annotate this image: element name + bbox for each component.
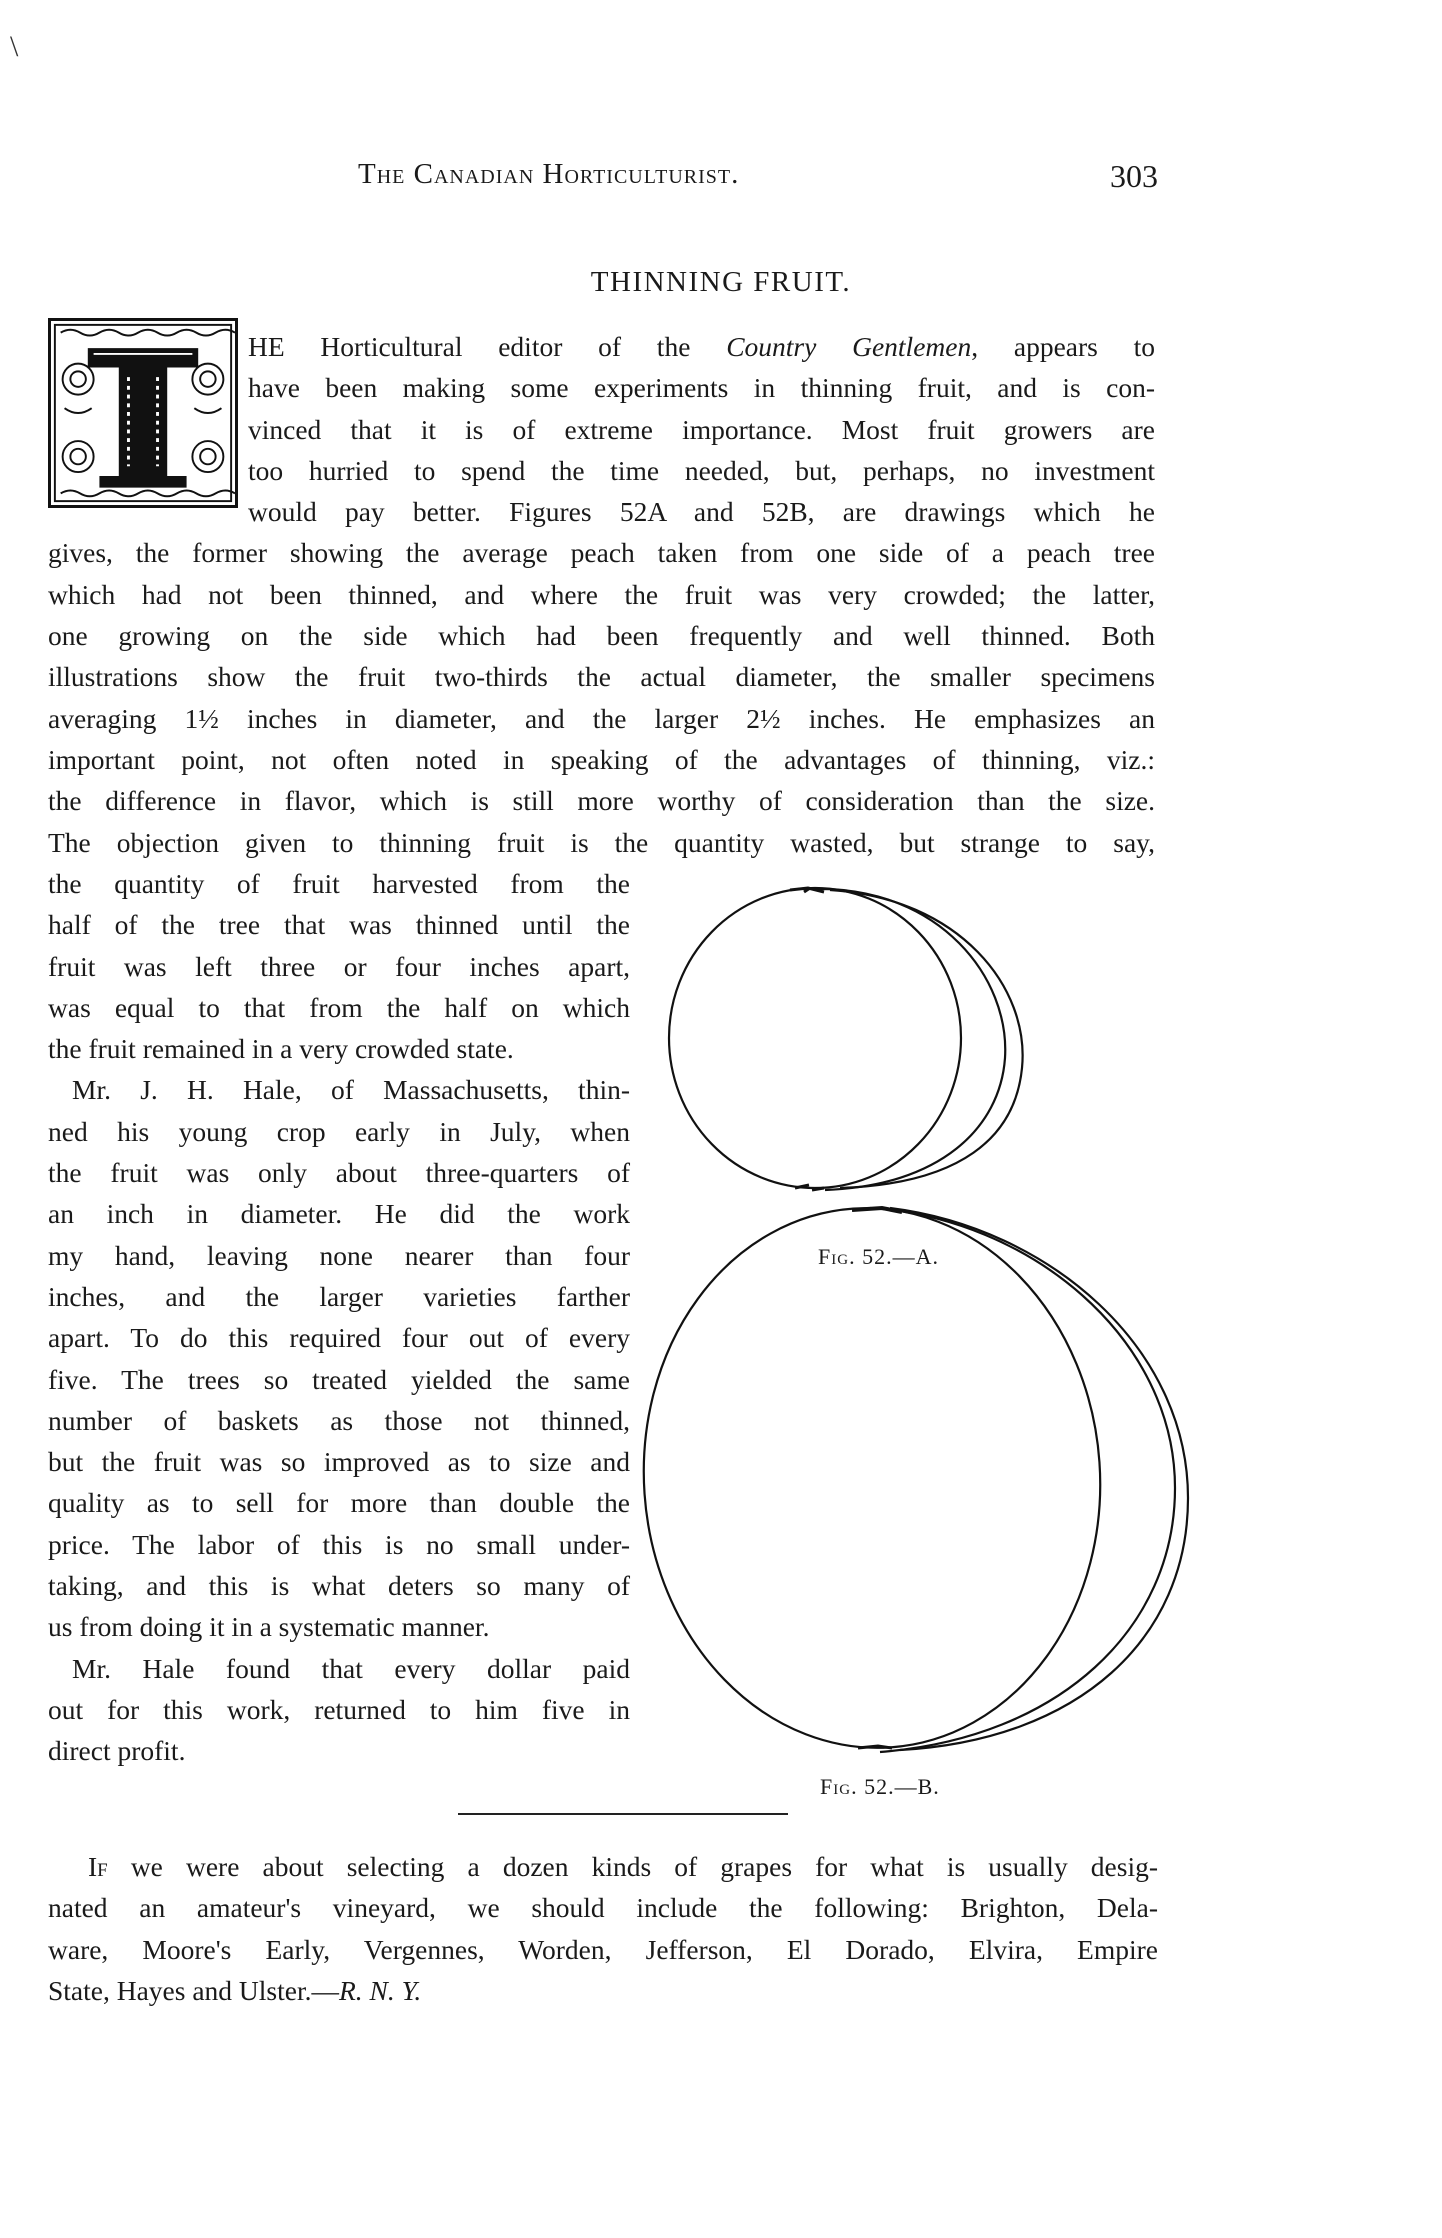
text-line: us from doing it in a systematic manner. xyxy=(48,1611,490,1643)
text-line: fruit was left three or four inches apart, xyxy=(48,950,630,982)
text-line: number of baskets as those not thinned, xyxy=(48,1404,630,1436)
figure-caption-a: Fig. 52.—A. xyxy=(818,1244,939,1269)
text-line: the fruit remained in a very crowded state. xyxy=(48,1033,514,1065)
text-line: out for this work, returned to him five in xyxy=(48,1693,630,1725)
text-line: was equal to that from the half on which xyxy=(48,991,630,1023)
text-line: which had not been thinned, and where the fruit was very crowded; the latter, xyxy=(48,578,1155,610)
paragraph-column xyxy=(48,863,630,1772)
text-line: gives, the former showing the average peach taken from one side of a peach tree xyxy=(48,537,1155,569)
text-line: my hand, leaving none nearer than four xyxy=(48,1239,630,1271)
peach-drawings xyxy=(640,868,1200,1798)
text-line: but the fruit was so improved as to size and xyxy=(48,1446,630,1478)
text-line: inches, and the larger varieties farther xyxy=(48,1280,630,1312)
paragraph-intro xyxy=(48,326,1155,863)
text-line: half of the tree that was thinned until the xyxy=(48,909,630,941)
text-line: vinced that it is of extreme importance. Most fruit growers are xyxy=(248,413,1155,445)
source-attribution: R. N. Y. xyxy=(338,1974,422,2006)
text-line: one growing on the side which had been frequently and well thinned. Both xyxy=(48,620,1155,652)
text-line: the difference in flavor, which is still more worthy of consideration than the size. xyxy=(48,785,1155,817)
text-line: nated an amateur's vineyard, we should include the following: Brighton, Dela- xyxy=(48,1892,1158,1924)
text-line: State, Hayes and Ulster.—R. N. Y. xyxy=(48,1974,422,2006)
text-line: quality as to sell for more than double the xyxy=(48,1487,630,1519)
text-line: ware, Moore's Early, Vergennes, Worden, Jefferson, El Dorado, Elvira, Empire xyxy=(48,1933,1158,1965)
text-line: ned his young crop early in July, when xyxy=(48,1115,630,1147)
page-number: 303 xyxy=(1110,158,1158,194)
text-line: If we were about selecting a dozen kinds of grapes for what is usually desig- xyxy=(88,1851,1158,1882)
text-line: the fruit was only about three-quarters of xyxy=(48,1157,630,1189)
article-title: THINNING FRUIT. xyxy=(590,266,852,298)
page-header xyxy=(0,158,1442,198)
text-line: Mr. Hale found that every dollar paid xyxy=(72,1652,630,1684)
text-line: have been making some experiments in thinning fruit, and is con- xyxy=(248,372,1155,404)
section-divider xyxy=(458,1813,788,1815)
figure-caption-b: Fig. 52.—B. xyxy=(820,1774,940,1799)
text-line: five. The trees so treated yielded the same xyxy=(48,1363,630,1395)
figure-group xyxy=(640,868,1200,1798)
stray-backslash: \ xyxy=(10,30,19,63)
paragraph-grapes xyxy=(48,1846,1158,2011)
running-title: The Canadian Horticulturist. xyxy=(358,158,740,190)
text-line: the quantity of fruit harvested from the xyxy=(48,868,630,899)
fig-52b-peach xyxy=(640,1193,1188,1763)
lead-word: If xyxy=(88,1851,108,1882)
text-line: important point, not often noted in speaking of the advantages of thinning, viz.: xyxy=(48,743,1155,775)
text-line: price. The labor of this is no small under- xyxy=(48,1528,630,1560)
text-line: taking, and this is what deters so many of xyxy=(48,1570,630,1602)
publication-title: Country Gentlemen xyxy=(726,331,972,362)
text-line: too hurried to spend the time needed, but, perhaps, no investment xyxy=(248,454,1155,486)
text-line: HE Horticultural editor of the Country Gentlemen, appears to xyxy=(248,331,1155,362)
text-line: illustrations show the fruit two-thirds the actual diameter, the smaller specimens xyxy=(48,661,1155,693)
text-line: Mr. J. H. Hale, of Massachusetts, thin- xyxy=(72,1074,630,1106)
fig-52a-peach xyxy=(669,888,1023,1190)
text-line: averaging 1½ inches in diameter, and the larger 2½ inches. He emphasizes an xyxy=(48,702,1155,734)
text-line: The objection given to thinning fruit is the quantity wasted, but strange to say, xyxy=(48,826,1155,858)
text-line: an inch in diameter. He did the work xyxy=(48,1198,630,1230)
text-line: would pay better. Figures 52A and 52B, are drawings which he xyxy=(248,496,1155,528)
text-line: apart. To do this required four out of every xyxy=(48,1322,630,1354)
text-line: direct profit. xyxy=(48,1735,186,1767)
